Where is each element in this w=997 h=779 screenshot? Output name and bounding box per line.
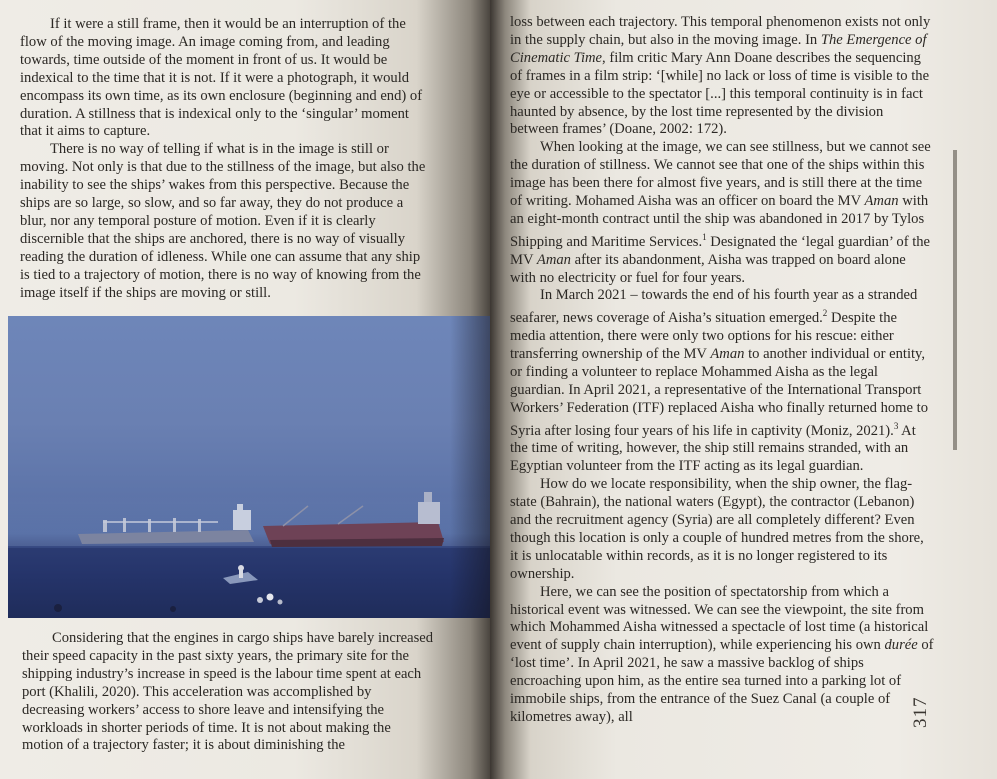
footnote-marker: 2 — [822, 308, 828, 319]
ships-illustration — [8, 316, 490, 618]
italic-text: Aman — [864, 193, 899, 210]
text-run: to another individual or entity, or finding a volunteer to replace Mohammed Aisha as the legal guardian. In April 2021, a representative of the International Transport Workers’ Federation (ITF) replaced Aisha who finally returned home to Syria after losing four years of his life in captivity (Moniz, 2021). — [510, 346, 928, 439]
left-bottom-text — [22, 630, 434, 755]
italic-text: durée — [884, 637, 918, 654]
ships-at-sea-photo — [8, 316, 490, 618]
text-run: after its abandonment, Aisha was trapped on board alone with no electricity or fuel for four years. — [510, 251, 906, 286]
paragraph — [510, 584, 935, 727]
boat-icon — [223, 565, 258, 584]
text-run: with an eight-month contract until the ship was abandoned in 2017 by Tylos Shipping and Maritime Services. — [510, 193, 929, 250]
cargo-ship-right-icon — [263, 492, 444, 547]
text-run: loss between each trajectory. This temporal phenomenon exists not only in the supply chain, but also in the moving image. In — [510, 14, 931, 48]
paragraph — [510, 287, 935, 476]
italic-text: Aman — [536, 251, 571, 268]
paragraph — [510, 476, 935, 583]
text-run: of ‘lost time’. In April 2021, he saw a massive backlog of ships encroaching upon him, as the entire sea turned into a parking lot of immobile ships, from the entrance of the Suez Canal (a couple of kilometres away), all — [510, 637, 934, 726]
left-page — [0, 0, 490, 779]
text-run: , film critic Mary Ann Doane describes the sequencing of frames in a film strip: ‘[while] no lack or loss of time is visible to the eye or accessible to the spectator [...] this temporal continuity is in fact haunted by absence, by the lost time represented by the division between frames’ (Doane, 2002: 172). — [510, 49, 930, 138]
cargo-ship-left-icon — [78, 504, 254, 544]
text-run: Designated the ‘legal guardian’ of the MV — [510, 233, 931, 268]
text-run: At the time of writing, however, the ship still remains stranded, with an Egyptian volunteer from the ITF acting as its legal guardian. — [510, 422, 916, 475]
italic-text: Aman — [710, 346, 745, 363]
gutter-shadow — [450, 316, 490, 618]
text-run: Here, we can see the position of spectatorship from which a historical event was witnessed. We can see the viewpoint, the site from which Mohammed Aisha witnessed a spectacle of lost time (a historical event of supply chain interruption), while experiencing his own — [510, 583, 929, 654]
paragraph — [510, 14, 935, 139]
right-page — [490, 0, 997, 779]
text-run: When looking at the image, we can see stillness, but we cannot see the duration of stillness. We cannot see that one of the ships within this image has been there for almost five years, and is still there at the time of writing. Mohamed Aisha was an officer on board the MV — [510, 139, 931, 210]
paragraph: If it were a still frame, then it would be an interruption of the flow of the moving image. An image coming from, and leading towards, time outside of the moment in front of us. It would be indexical to the time that it is not. If it were a photograph, it would encompass its own time, as its own enclosure (beginning and end) of duration. A stillness that is indexical only to the ‘singular’ moment that it aims to capture. — [20, 16, 423, 140]
text-run: In March 2021 – towards the end of his fourth year as a stranded seafarer, news coverage of Aisha’s situation emerged. — [510, 287, 918, 327]
paragraph: There is no way of telling if what is in the image is still or moving. Not only is that due to the stillness of the image, but also the inability to see the ships’ wakes from this perspective. Because the ships are so large, so slow, and so far away, they do not produce a blur, nor any temporal posture of motion. Even if it is clearly discernible that the ships are anchored, there is no way of visually reading the duration of idleness. While one can assume that any ship is tied to a trajectory of motion, there is no way of knowing from the image itself if the ships are moving or still. — [20, 141, 426, 301]
italic-text: The Emergence of Cinematic Time — [510, 31, 927, 66]
right-text — [510, 14, 935, 727]
paragraph — [510, 139, 935, 287]
left-top-text — [20, 16, 432, 303]
footnote-marker: 3 — [893, 420, 899, 431]
text-run: Despite the media attention, there were only two options for his rescue: either transferring ownership of the MV — [510, 310, 898, 363]
text-run: How do we locate responsibility, when the ship owner, the flag-state (Bahrain), the national waters (Egypt), the contractor (Lebanon) and the recruitment agency (Syria) are all completely different? Even though this location is only a couple of hundred metres from the shore, it is unlocatable within records, as it is no longer registered to its ownership. — [510, 476, 924, 582]
page-edge-line — [953, 150, 957, 450]
swimmers-icon — [54, 594, 283, 613]
paragraph: Considering that the engines in cargo ships have barely increased their speed capacity in the past sixty years, the primary site for the shipping industry’s increase in speed is the labour time spent at each port (Khalili, 2020). This acceleration was accomplished by decreasing workers’ access to shore leave and intensifying the workloads in shorter periods of time. It is not about making the motion of a trajectory faster; it is about diminishing the — [22, 630, 434, 754]
footnote-marker: 1 — [702, 231, 707, 242]
page-number: 317 — [910, 696, 931, 728]
